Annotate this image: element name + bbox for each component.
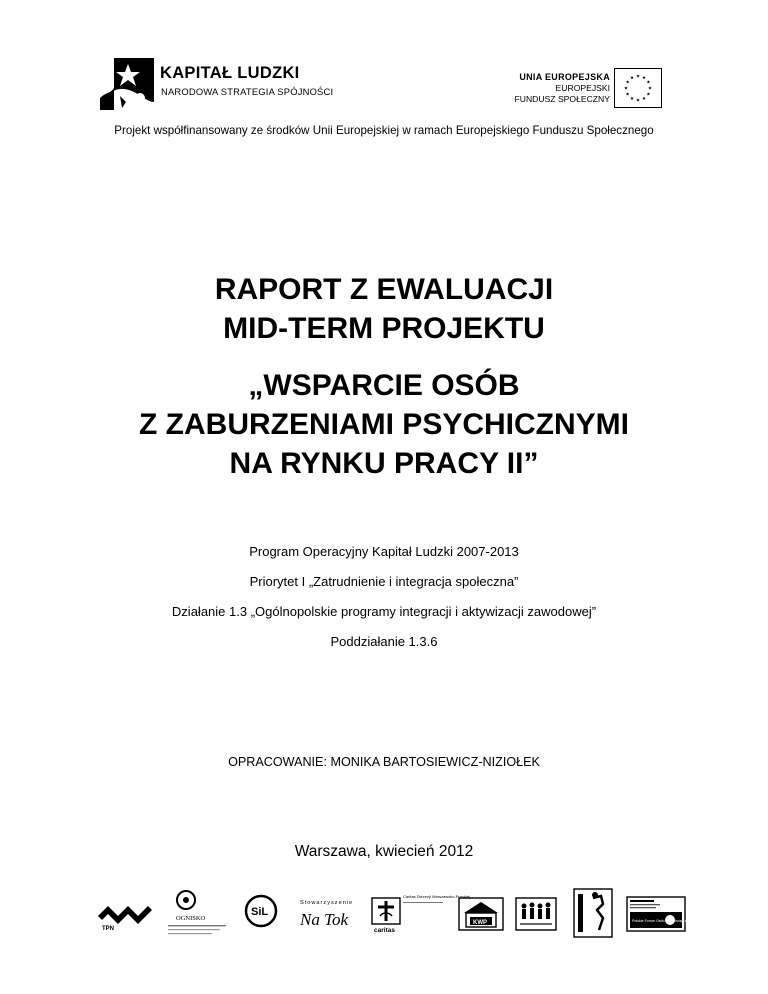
ognisko-text: OGNISKO [176, 915, 206, 922]
kapital-ludzki-title: KAPITAŁ LUDZKI [160, 64, 300, 82]
climber-logo [573, 888, 613, 938]
polish-forum-logo-icon [626, 896, 697, 932]
sub-measure: Poddziałanie 1.3.6 [330, 634, 438, 649]
natok-top-text: Stowarzyszenie [300, 900, 354, 906]
kapital-ludzki-subtitle: NARODOWA STRATEGIA SPÓJNOŚCI [161, 86, 334, 97]
sil-text: SiL [251, 906, 269, 918]
kapital-ludzki-logo [100, 58, 334, 110]
caritas-logo-icon [370, 890, 470, 934]
kapital-ludzki-mark-icon [100, 58, 154, 110]
kwp-logo-icon [458, 897, 504, 931]
project-title-line-3: NA RYNKU PRACY II” [229, 447, 539, 480]
project-title-line-1: „WSPARCIE OSÓB [248, 369, 520, 402]
ognisko-logo-icon [164, 888, 234, 936]
people-logo [515, 897, 557, 931]
priority: Priorytet I „Zatrudnienie i integracja społeczna” [249, 574, 519, 589]
natok-logo [296, 895, 358, 931]
report-title-line-2: MID-TERM PROJEKTU [223, 312, 545, 345]
author: OPRACOWANIE: MONIKA BARTOSIEWICZ-NIZIOŁEK [228, 755, 540, 769]
kwp-text: KWP [473, 920, 487, 926]
natok-logo-icon [296, 895, 358, 931]
polish-forum-logo [626, 896, 697, 932]
caritas-logo [370, 890, 470, 934]
eu-line-1: UNIA EUROPEJSKA [519, 72, 610, 82]
caritas-top-text: Caritas Diecezji Warszawsko-Praskiej [403, 894, 470, 899]
sil-logo-icon [244, 893, 278, 929]
tpn-logo [94, 896, 156, 932]
people-logo-icon [515, 897, 557, 931]
report-title-line-1: RAPORT Z EWALUACJI [214, 273, 554, 306]
measure: Działanie 1.3 „Ogólnopolskie programy integracji i aktywizacji zawodowej” [171, 604, 597, 619]
funding-note: Projekt współfinansowany ze środków Unii Europejskiej w ramach Europejskiego Funduszu Społecznego [114, 124, 654, 137]
eu-line-3: FUNDUSZ SPOŁECZNY [514, 94, 610, 104]
polish-forum-text: Polskie Forum Osób Niepełnosprawnych [632, 919, 697, 923]
project-title-line-2: Z ZABURZENIAMI PSYCHICZNYMI [139, 408, 629, 441]
kwp-logo [458, 897, 504, 931]
eu-flag-icon [614, 68, 662, 108]
caritas-text: caritas [374, 927, 395, 934]
eu-line-2: EUROPEJSKI [555, 83, 610, 93]
ognisko-logo [164, 888, 234, 936]
climber-logo-icon [573, 888, 613, 938]
sil-logo [244, 893, 278, 929]
tpn-text: TPN [102, 926, 114, 932]
program-name: Program Operacyjny Kapitał Ludzki 2007-2013 [249, 544, 519, 559]
tpn-logo-icon [94, 896, 156, 932]
natok-text: Na Tok [300, 910, 349, 929]
place-date: Warszawa, kwiecień 2012 [294, 843, 474, 860]
eu-label [515, 72, 611, 105]
